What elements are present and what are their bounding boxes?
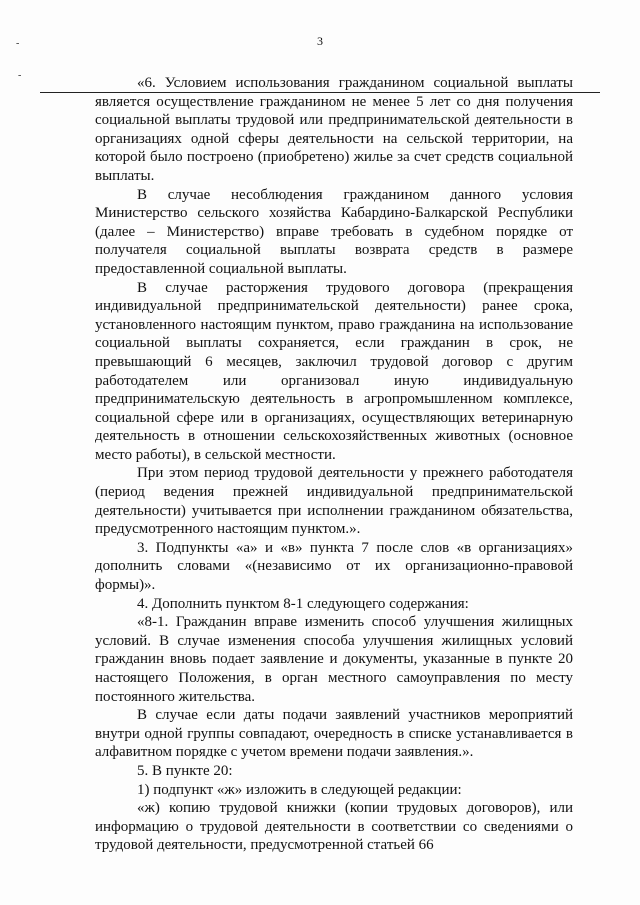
paragraph-subitem-1: 1) подпункт «ж» изложить в следующей редакции:: [137, 781, 462, 798]
document-body: [95, 74, 573, 855]
paragraph-amendment-3: 3. Подпункты «а» и «в» пункта 7 после слов «в организациях» дополнить словами «(независимо от их организационно-правовой формы)».: [95, 539, 573, 594]
page-number: 3: [317, 34, 323, 48]
paragraph-amendment-4: 4. Дополнить пунктом 8-1 следующего содержания:: [137, 595, 469, 612]
scan-mark: -: [18, 70, 22, 81]
paragraph-same-date: В случае если даты подачи заявлений участников мероприятий внутри одной группы совпадают, очередность в списке устанавливается в алфавитном порядке с учетом времени подачи заявления.».: [95, 707, 573, 761]
paragraph-item-6: «6. Условием использования гражданином социальной выплаты является осуществление гражданином не менее 5 лет со дня получения социальной выплаты трудовой или предпринимательской деятельности в организациях одной сферы деятельности на сельской территории, на которой было построено (приобретено) жилье за счет средств социальной выплаты.: [95, 75, 573, 184]
paragraph-non-compliance: В случае несоблюдения гражданином данного условия Министерство сельского хозяйства Кабардино-Балкарской Республики (далее – Министерство) вправе требовать в судебном порядке от получателя социальной выплаты возврата средств в размере предоставленной социальной выплаты.: [95, 186, 573, 277]
paragraph-contract-termination: В случае расторжения трудового договора (прекращения индивидуальной предпринимательской деятельности) ранее срока, установленного настоящим пунктом, право гражданина на использование социальной выплаты сохраняется, если гражданин в срок, не превышающий 6 месяцев, заключил трудовой договор с другим работодателем или организовал иную индивидуальную предпринимательскую деятельность в агропромышленном комплексе, социальной сфере или в организациях, осуществляющих ветеринарную деятельность в отношении сельскохозяйственных животных (основное место работы), в сельской местности.: [95, 279, 573, 463]
paragraph-subitem-zh: «ж) копию трудовой книжки (копии трудовых договоров), или информацию о трудовой деятельности в соответствии со сведениями о трудовой деятельности, предусмотренной статьей 66: [95, 800, 573, 854]
scan-mark: -: [16, 38, 20, 49]
paragraph-amendment-5: 5. В пункте 20:: [137, 762, 233, 779]
paragraph-previous-employer: При этом период трудовой деятельности у прежнего работодателя (период ведения прежней индивидуальной предпринимательской деятельности) учитывается при исполнении гражданином обязательства, предусмотренного настоящим пунктом.».: [95, 465, 573, 538]
paragraph-item-8-1: «8-1. Гражданин вправе изменить способ улучшения жилищных условий. В случае изменения способа улучшения жилищных условий гражданин вновь подает заявление и документы, указанные в пункте 20 настоящего Положения, в орган местного самоуправления по месту постоянного жительства.: [95, 614, 573, 705]
